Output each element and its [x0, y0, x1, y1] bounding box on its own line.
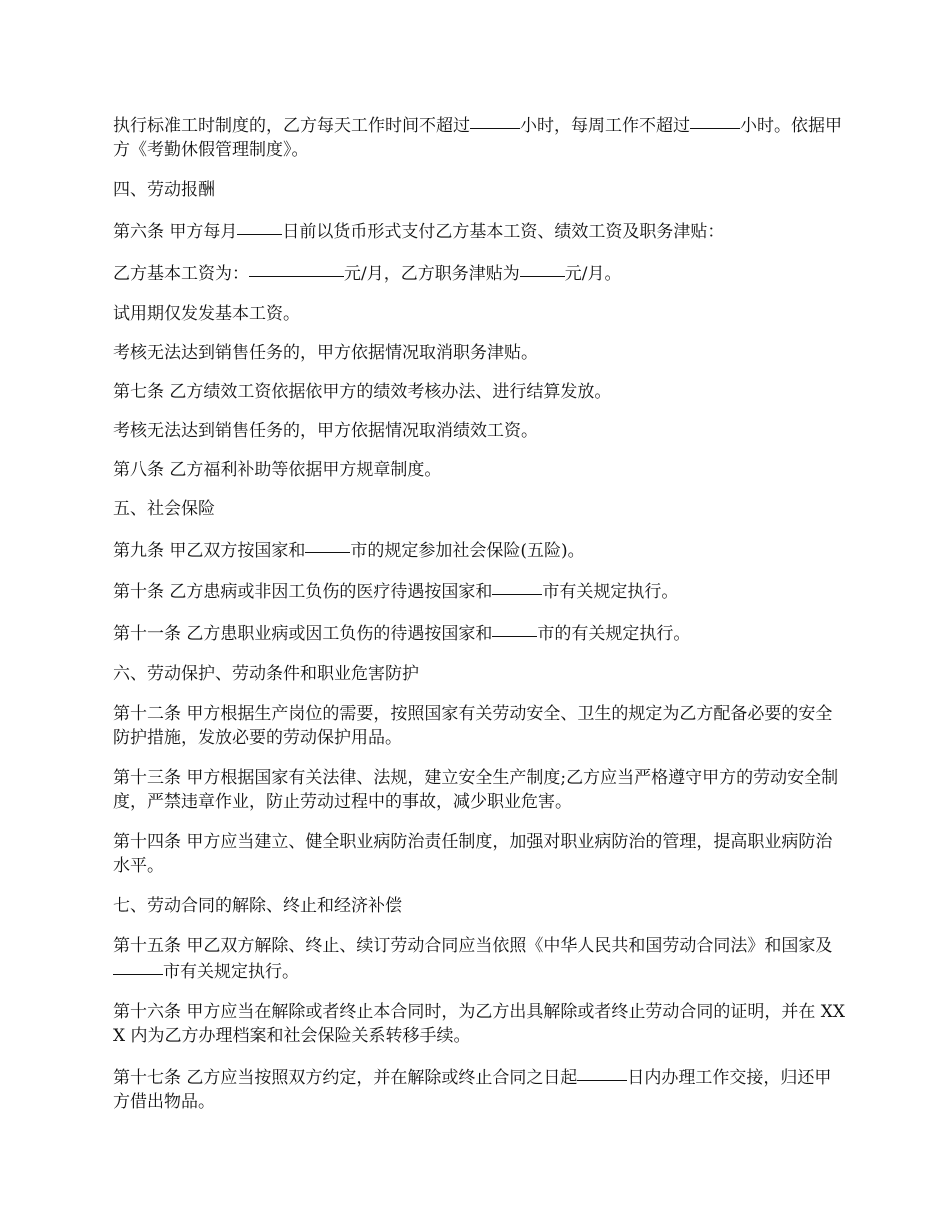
clause-13: 第十三条 甲方根据国家有关法律、法规，建立安全生产制度;乙方应当严格遵守甲方的劳动安全制度，严禁违章作业，防止劳动过程中的事故，减少职业危害。 [113, 768, 839, 813]
text-segment: 小时，每周工作不超过 [520, 115, 690, 136]
clause-9 [113, 537, 848, 563]
text-segment: 第十一条 乙方患职业病或因工负伤的待遇按国家和 [113, 624, 493, 645]
clause-working-hours [113, 112, 848, 162]
clause-7: 第七条 乙方绩效工资依据依甲方的绩效考核办法、进行结算发放。 [113, 381, 612, 402]
clause-11 [113, 620, 848, 646]
text-segment: 元/月。 [564, 263, 622, 284]
text-segment: 第九条 甲乙双方按国家和 [113, 540, 306, 561]
blank-line [690, 110, 740, 129]
performance-cancel-note: 考核无法达到销售任务的，甲方依据情况取消绩效工资。 [113, 420, 538, 441]
blank-line [113, 956, 163, 975]
blank-line [520, 258, 565, 277]
clause-15 [113, 934, 848, 984]
clause-8: 第八条 乙方福利补助等依据甲方规章制度。 [113, 459, 442, 480]
section-heading-remuneration: 四、劳动报酬 [113, 179, 215, 200]
text-segment: 市有关规定执行。 [542, 582, 679, 603]
blank-line [237, 216, 282, 235]
text-segment: 第十七条 乙方应当按照双方约定，并在解除或终止合同之日起 [113, 1067, 578, 1088]
text-segment: 市的有关规定执行。 [537, 624, 691, 645]
clause-10 [113, 578, 848, 604]
section-heading-labor-protection: 六、劳动保护、劳动条件和职业危害防护 [113, 664, 419, 685]
text-segment: 元/月，乙方职务津贴为 [344, 263, 520, 284]
blank-line [577, 1062, 627, 1081]
salary-line [113, 260, 848, 286]
text-segment: 小时。依据甲方《考勤休假管理制度》。 [113, 115, 842, 160]
allowance-cancel-note: 考核无法达到销售任务的，甲方依据情况取消职务津贴。 [113, 342, 538, 363]
blank-line [249, 258, 344, 277]
text-segment: 乙方基本工资为： [113, 263, 249, 284]
text-segment: 第六条 甲方每月 [113, 221, 238, 242]
text-segment: 市有关规定执行。 [163, 961, 299, 982]
text-segment: 日内办理工作交接，归还甲方借出物品。 [113, 1067, 832, 1112]
clause-17 [113, 1064, 848, 1114]
clause-14: 第十四条 甲方应当建立、健全职业病防治责任制度，加强对职业病防治的管理，提高职业病防治水平。 [113, 832, 833, 877]
blank-line [305, 535, 350, 554]
clause-6 [113, 218, 848, 244]
probation-note: 试用期仅发发基本工资。 [113, 303, 300, 324]
section-heading-social-insurance: 五、社会保险 [113, 498, 215, 519]
contract-body [113, 112, 848, 1130]
text-segment: 执行标准工时制度的，乙方每天工作时间不超过 [113, 115, 470, 136]
text-segment: 日前以货币形式支付乙方基本工资、绩效工资及职务津贴： [282, 221, 725, 242]
section-heading-termination: 七、劳动合同的解除、终止和经济补偿 [113, 896, 402, 917]
blank-line [470, 110, 520, 129]
clause-12: 第十二条 甲方根据生产岗位的需要，按照国家有关劳动安全、卫生的规定为乙方配备必要的安全防护措施，发放必要的劳动保护用品。 [113, 704, 833, 749]
text-segment: 市的规定参加社会保险(五险)。 [350, 540, 585, 561]
blank-line [492, 576, 542, 595]
blank-line [492, 618, 537, 637]
clause-16: 第十六条 甲方应当在解除或者终止本合同时，为乙方出具解除或者终止劳动合同的证明，并在 XXX 内为乙方办理档案和社会保险关系转移手续。 [113, 1001, 846, 1046]
text-segment: 第十五条 甲乙双方解除、终止、续订劳动合同应当依照《中华人民共和国劳动合同法》和国家及 [113, 936, 833, 957]
text-segment: 第十条 乙方患病或非因工负伤的医疗待遇按国家和 [113, 582, 493, 603]
